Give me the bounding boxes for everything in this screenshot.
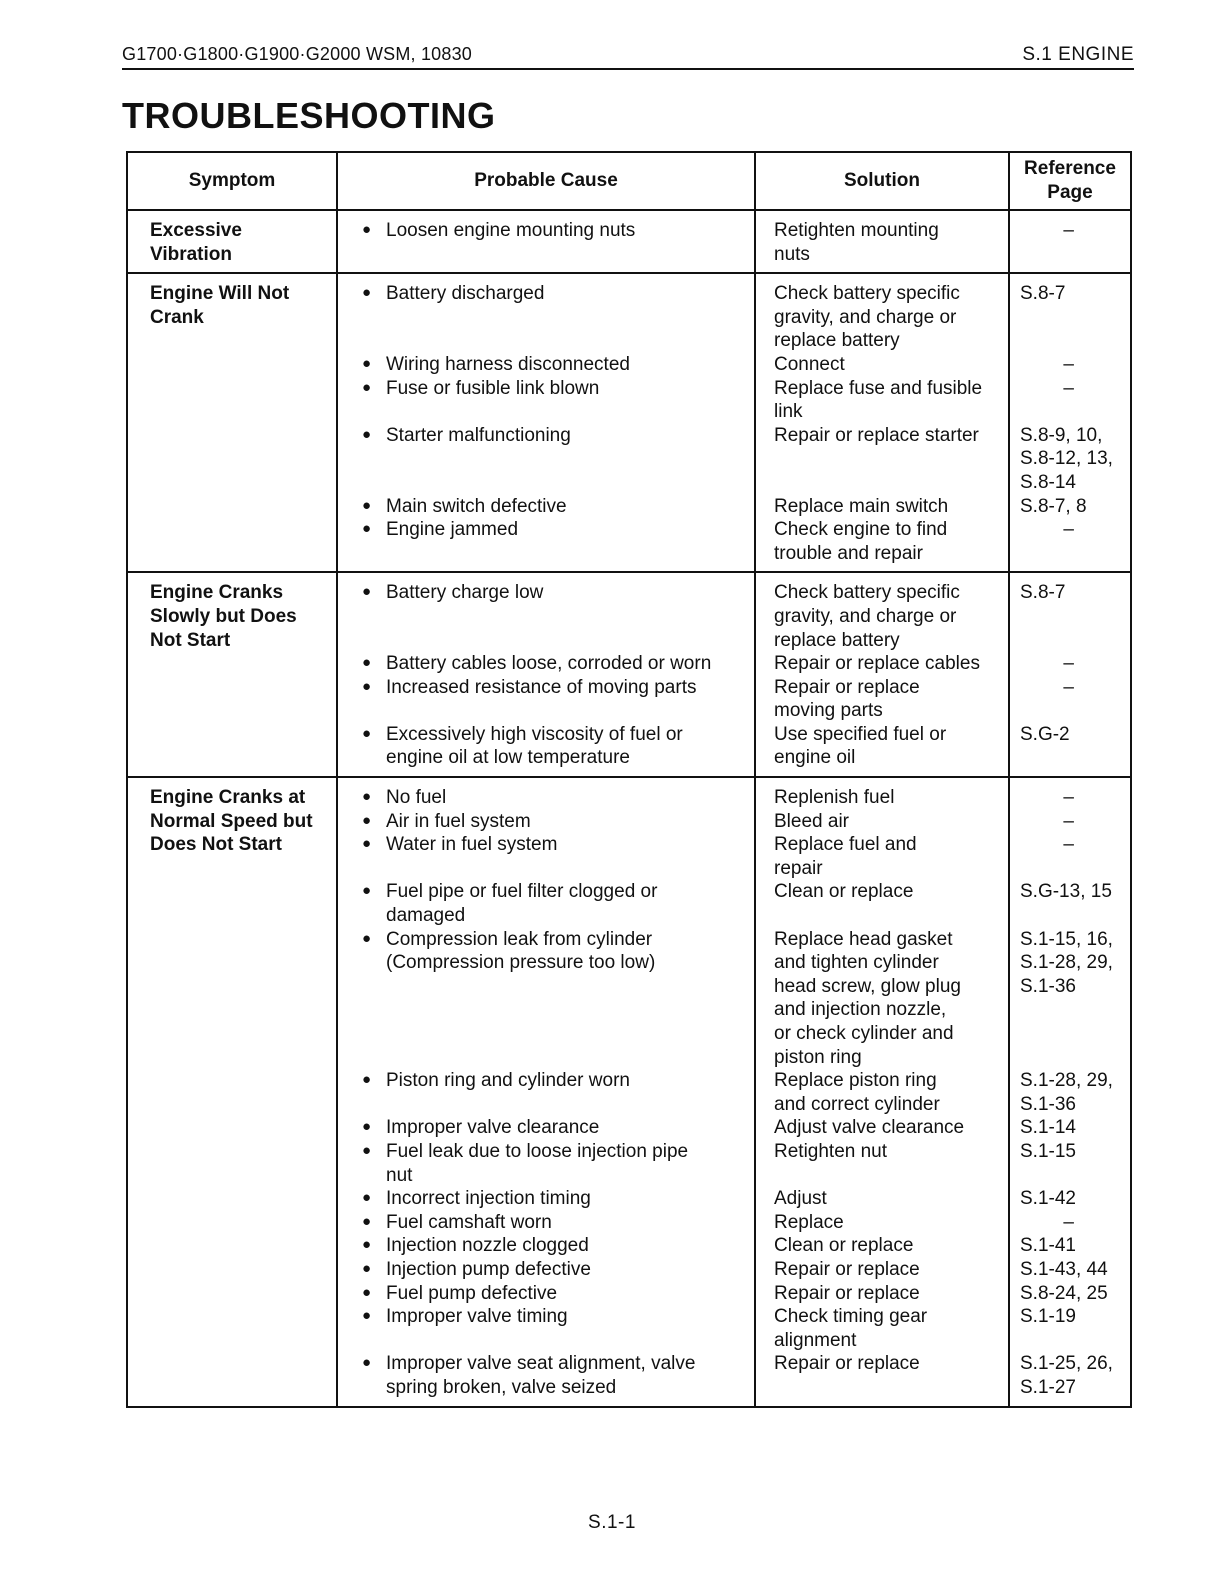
- solution-text-line: Bleed air: [774, 810, 849, 832]
- solution-text-line: Retighten mounting: [774, 220, 939, 241]
- solution-text-line: Check battery specific: [774, 582, 960, 604]
- cause-text-line: (Compression pressure too low): [386, 952, 656, 974]
- reference-page: –: [1063, 377, 1074, 399]
- solution-text-line: [774, 1376, 1002, 1400]
- cause-bullet-item: ● Starter malfunctioning: [338, 424, 748, 448]
- reference-page: [1020, 699, 1124, 723]
- cause-bullet-item: ● No fuel: [338, 786, 748, 810]
- symptom-text: Engine Cranks at: [150, 787, 306, 809]
- reference-page: S.1-36: [1020, 975, 1076, 997]
- cause-bullet-item: ● Improper valve timing: [338, 1305, 748, 1329]
- solution-text-line: replace battery: [774, 330, 900, 352]
- solution-text-line: Repair or replace: [774, 676, 920, 698]
- solution-text-line: repair: [774, 857, 823, 879]
- reference-header-line2: Page: [1047, 182, 1093, 203]
- symptom-column-header: Symptom: [127, 152, 337, 210]
- cause-text-line: [338, 447, 748, 471]
- symptom-text: Normal Speed but: [150, 810, 313, 832]
- solution-text-line: Clean or replace: [774, 1235, 914, 1257]
- solution-text-line: Check timing gear: [774, 1306, 928, 1328]
- cause-bullet-item: ● Improper valve clearance: [338, 1116, 748, 1140]
- cause-bullet-item: ● Incorrect injection timing: [338, 1187, 748, 1211]
- solution-text-line: Adjust: [774, 1188, 827, 1210]
- solution-text-line: Replace head gasket: [774, 928, 953, 950]
- cause-text-line: [338, 1022, 748, 1046]
- cause-bullet-item: ● Injection nozzle clogged: [338, 1234, 748, 1258]
- cause-bullet-item: ● Main switch defective: [338, 495, 748, 519]
- page-number: S.1-1: [588, 1512, 636, 1533]
- solution-cell: [755, 273, 1009, 572]
- reference-page: [1020, 746, 1124, 770]
- reference-page: –: [1063, 653, 1074, 675]
- reference-page: [1020, 1329, 1124, 1353]
- reference-page: S.G-2: [1020, 723, 1070, 745]
- reference-page: –: [1063, 834, 1074, 856]
- cause-text-line: [338, 329, 748, 353]
- troubleshooting-table: [126, 151, 1132, 1408]
- solution-text-line: [774, 471, 1002, 495]
- reference-page: –: [1063, 1211, 1074, 1233]
- section-label: S.1 ENGINE: [1022, 44, 1134, 65]
- cause-bullet-item: ● Wiring harness disconnected: [338, 353, 748, 377]
- reference-page: [1020, 329, 1124, 353]
- solution-text-line: [774, 1164, 1002, 1188]
- cause-bullet-item: ● Engine jammed: [338, 518, 748, 542]
- solution-text-line: Replace fuse and fusible: [774, 377, 983, 399]
- cause-text-line: spring broken, valve seized: [386, 1376, 617, 1398]
- solution-text-line: Replenish fuel: [774, 787, 895, 809]
- solution-text-line: [774, 447, 1002, 471]
- solution-text-line: piston ring: [774, 1046, 862, 1068]
- solution-text-line: replace battery: [774, 629, 900, 651]
- solution-text-line: Clean or replace: [774, 881, 914, 903]
- reference-cell: [1009, 273, 1131, 572]
- cause-cell: [337, 210, 755, 273]
- reference-cell: [1009, 777, 1131, 1406]
- reference-page: S.1-43, 44: [1020, 1258, 1108, 1280]
- cause-bullet-item: ● Fuse or fusible link blown: [338, 377, 748, 401]
- cause-bullet-item: ● Increased resistance of moving parts: [338, 676, 748, 700]
- cause-text-line: [338, 975, 748, 999]
- cause-text-line: [338, 629, 748, 653]
- cause-text-line: [338, 400, 748, 424]
- cause-bullet-item: ● Fuel pump defective: [338, 1282, 748, 1306]
- reference-page: S.1-27: [1020, 1376, 1076, 1398]
- cause-bullet-item: ● Compression leak from cylinder: [338, 928, 748, 952]
- cause-bullet-item: ● Improper valve seat alignment, valve: [338, 1352, 748, 1376]
- cause-text-line: [338, 542, 748, 566]
- cause-bullet-item: ● Loosen engine mounting nuts: [338, 219, 748, 243]
- solution-text-line: Repair or replace starter: [774, 424, 979, 446]
- reference-page: S.1-25, 26,: [1020, 1353, 1113, 1375]
- cause-cell: [337, 777, 755, 1406]
- symptom-text: Slowly but Does: [150, 605, 297, 627]
- reference-page: [1020, 605, 1124, 629]
- reference-page: S.8-14: [1020, 471, 1076, 493]
- reference-page: –: [1063, 220, 1074, 241]
- symptom-cell: [127, 210, 337, 273]
- reference-page: S.1-28, 29,: [1020, 952, 1113, 974]
- symptom-cell: [127, 777, 337, 1406]
- cause-cell: [337, 572, 755, 777]
- cause-cell: [337, 273, 755, 572]
- reference-page: S.1-15, 16,: [1020, 928, 1113, 950]
- cause-text-line: [338, 471, 748, 495]
- reference-column-header: [1009, 152, 1131, 210]
- solution-text-line: nuts: [774, 243, 810, 265]
- cause-bullet-item: ● Excessively high viscosity of fuel or: [338, 723, 748, 747]
- cause-bullet-item: ● Injection pump defective: [338, 1258, 748, 1282]
- reference-page: [1020, 998, 1124, 1022]
- solution-text-line: gravity, and charge or: [774, 306, 957, 328]
- reference-page: [1020, 1022, 1124, 1046]
- cause-bullet-item: ● Battery charge low: [338, 581, 748, 605]
- solution-cell: [755, 572, 1009, 777]
- solution-text-line: link: [774, 401, 803, 423]
- solution-cell: [755, 777, 1009, 1406]
- reference-page: –: [1063, 519, 1074, 541]
- reference-header-line1: Reference: [1024, 158, 1116, 179]
- solution-text-line: and correct cylinder: [774, 1093, 940, 1115]
- cause-text-line: [338, 605, 748, 629]
- solution-text-line: Repair or replace: [774, 1282, 920, 1304]
- solution-column-header: Solution: [755, 152, 1009, 210]
- reference-page: S.8-7, 8: [1020, 495, 1087, 517]
- reference-page: S.8-9, 10,: [1020, 424, 1103, 446]
- cause-text-line: [338, 699, 748, 723]
- solution-text-line: Use specified fuel or: [774, 723, 947, 745]
- cause-text-line: [338, 1093, 748, 1117]
- page-title: TROUBLESHOOTING: [122, 95, 496, 136]
- solution-text-line: Retighten nut: [774, 1140, 888, 1162]
- solution-text-line: gravity, and charge or: [774, 605, 957, 627]
- cause-bullet-item: ● Water in fuel system: [338, 833, 748, 857]
- solution-text-line: Check battery specific: [774, 283, 960, 305]
- symptom-text: Vibration: [150, 243, 232, 265]
- solution-text-line: Repair or replace cables: [774, 653, 980, 675]
- cause-bullet-item: ● Air in fuel system: [338, 810, 748, 834]
- reference-page: –: [1063, 353, 1074, 375]
- solution-text-line: trouble and repair: [774, 542, 923, 564]
- table-body: [127, 210, 1131, 1407]
- symptom-text: Engine Cranks: [150, 582, 284, 604]
- reference-page: S.8-7: [1020, 283, 1066, 305]
- cause-text-line: [338, 998, 748, 1022]
- solution-text-line: moving parts: [774, 700, 883, 722]
- solution-text-line: Connect: [774, 353, 845, 375]
- symptom-row: [127, 777, 1131, 1406]
- cause-text-line: [338, 306, 748, 330]
- reference-page: [1020, 306, 1124, 330]
- symptom-text: Crank: [150, 306, 204, 328]
- reference-page: –: [1063, 676, 1074, 698]
- solution-text-line: engine oil: [774, 747, 856, 769]
- cause-bullet-item: ● Fuel leak due to loose injection pipe: [338, 1140, 748, 1164]
- solution-text-line: Repair or replace: [774, 1353, 920, 1375]
- reference-page: [1020, 904, 1124, 928]
- symptom-row: [127, 572, 1131, 777]
- symptom-text: Not Start: [150, 629, 231, 651]
- symptom-cell: [127, 572, 337, 777]
- reference-page: S.G-13, 15: [1020, 881, 1112, 903]
- cause-bullet-item: ● Fuel pipe or fuel filter clogged or: [338, 880, 748, 904]
- reference-page: S.8-12, 13,: [1020, 448, 1113, 470]
- solution-text-line: Repair or replace: [774, 1258, 920, 1280]
- solution-text-line: or check cylinder and: [774, 1023, 954, 1044]
- reference-page: [1020, 542, 1124, 566]
- reference-page: –: [1063, 787, 1074, 809]
- cause-bullet-item: ● Battery discharged: [338, 282, 748, 306]
- cause-text-line: nut: [386, 1164, 413, 1186]
- solution-text-line: [774, 904, 1002, 928]
- cause-bullet-item: ● Piston ring and cylinder worn: [338, 1069, 748, 1093]
- reference-page: S.1-42: [1020, 1188, 1076, 1210]
- reference-page: [1020, 1046, 1124, 1070]
- reference-page: [1020, 629, 1124, 653]
- reference-page: S.1-15: [1020, 1140, 1076, 1162]
- cause-text-line: engine oil at low temperature: [386, 747, 630, 769]
- running-header: [122, 44, 1134, 70]
- solution-cell: [755, 210, 1009, 273]
- reference-page: S.8-7: [1020, 582, 1066, 604]
- reference-page: S.1-19: [1020, 1306, 1076, 1328]
- table-header-row: [127, 152, 1131, 210]
- cause-text-line: [338, 1329, 748, 1353]
- reference-page: S.1-28, 29,: [1020, 1070, 1113, 1092]
- solution-text-line: Replace: [774, 1211, 844, 1233]
- reference-page: [1020, 857, 1124, 881]
- reference-page: –: [1063, 810, 1074, 832]
- reference-page: [1020, 1164, 1124, 1188]
- solution-text-line: and injection nozzle,: [774, 999, 947, 1021]
- cause-text-line: [338, 857, 748, 881]
- solution-text-line: Replace fuel and: [774, 834, 917, 856]
- solution-text-line: Replace piston ring: [774, 1070, 937, 1092]
- solution-text-line: Check engine to find: [774, 519, 948, 541]
- reference-cell: [1009, 210, 1131, 273]
- cause-bullet-item: ● Battery cables loose, corroded or worn: [338, 652, 748, 676]
- symptom-row: [127, 210, 1131, 273]
- cause-text-line: damaged: [386, 905, 466, 927]
- solution-text-line: and tighten cylinder: [774, 952, 939, 974]
- reference-page: S.1-14: [1020, 1117, 1076, 1139]
- solution-text-line: Replace main switch: [774, 495, 949, 517]
- symptom-row: [127, 273, 1131, 572]
- symptom-cell: [127, 273, 337, 572]
- reference-page: S.1-36: [1020, 1093, 1076, 1115]
- symptom-text: Excessive: [150, 220, 242, 241]
- reference-page: S.1-41: [1020, 1235, 1076, 1257]
- reference-page: S.8-24, 25: [1020, 1282, 1108, 1304]
- reference-page: [1020, 400, 1124, 424]
- solution-text-line: Adjust valve clearance: [774, 1117, 965, 1139]
- model-numbers: G1700·G1800·G1900·G2000 WSM, 10830: [122, 44, 473, 64]
- solution-text-line: alignment: [774, 1329, 857, 1351]
- cause-text-line: [338, 1046, 748, 1070]
- cause-column-header: Probable Cause: [337, 152, 755, 210]
- solution-text-line: head screw, glow plug: [774, 975, 961, 997]
- reference-cell: [1009, 572, 1131, 777]
- cause-bullet-item: ● Fuel camshaft worn: [338, 1211, 748, 1235]
- symptom-text: Does Not Start: [150, 834, 282, 856]
- symptom-text: Engine Will Not: [150, 283, 290, 305]
